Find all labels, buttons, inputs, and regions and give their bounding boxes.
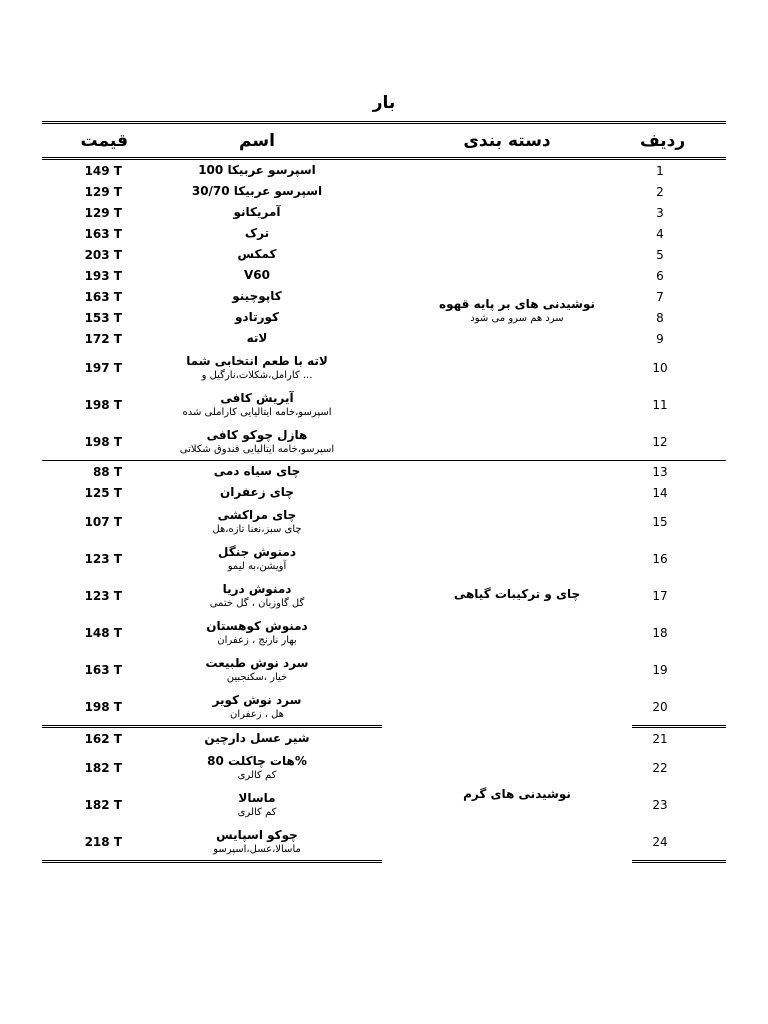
- table-row: [42, 461, 726, 483]
- item-name: دمنوش دریا: [222, 581, 292, 596]
- item-name: دمنوش کوهستان: [206, 618, 308, 633]
- item-name: آمریکانو: [233, 205, 281, 219]
- item-price: 148 T: [84, 625, 122, 640]
- table-row: [42, 159, 726, 182]
- page-title: بار: [372, 93, 396, 113]
- item-number: 9: [656, 331, 664, 346]
- item-number: 8: [656, 310, 664, 325]
- item-name: اسپرسو عربیکا 30/70: [191, 184, 323, 198]
- item-name-cell: [132, 202, 382, 223]
- category-name: نوشیدنی های گرم: [463, 787, 571, 801]
- item-name-cell: [132, 286, 382, 307]
- item-price: 123 T: [84, 551, 122, 566]
- item-name-cell: [132, 386, 382, 423]
- item-name-cell: [132, 159, 382, 182]
- table-row: [42, 727, 726, 750]
- item-number: 3: [656, 205, 664, 220]
- item-name: لاته: [246, 331, 268, 345]
- item-name: لاته با طعم انتخابی شما: [186, 353, 328, 368]
- item-name-cell: [132, 503, 382, 540]
- item-price: 182 T: [84, 760, 122, 775]
- item-name-cell: [132, 423, 382, 461]
- item-price: 193 T: [84, 268, 122, 283]
- item-price: 218 T: [42, 823, 132, 862]
- item-number: 14: [652, 485, 668, 500]
- item-name: چوکو اسپایس: [216, 827, 298, 842]
- item-name-cell: [132, 265, 382, 286]
- item-name: چای سیاه دمی: [213, 464, 301, 478]
- item-name: هات چاکلت 80%: [207, 753, 307, 768]
- item-number: 13: [632, 461, 726, 483]
- item-description: اسپرسو،خامه ایتالیایی کاراملی شده: [182, 406, 332, 418]
- header-category: دسته بندی: [382, 123, 632, 159]
- item-name-cell: [132, 181, 382, 202]
- item-name-cell: [132, 823, 382, 862]
- item-number: 7: [656, 289, 664, 304]
- item-number: 10: [652, 360, 668, 375]
- item-price: 149 T: [84, 163, 122, 178]
- item-name-cell: [132, 223, 382, 244]
- item-description: ماسالا،عسل،اسپرسو: [213, 843, 301, 855]
- item-description: اسپرسو،خامه ایتالیایی فندوق شکلاتی: [179, 443, 335, 455]
- item-price: 107 T: [84, 514, 122, 529]
- item-price: 125 T: [84, 485, 122, 500]
- item-description: کم کالری: [237, 806, 277, 818]
- category-note: سرد هم سرو می شود: [470, 312, 564, 324]
- item-description: هل ، زعفران: [230, 708, 284, 720]
- header-name: اسم: [132, 123, 382, 159]
- item-description: کارامل،شکلات،نارگیل و ...: [201, 369, 313, 381]
- item-name-cell: [132, 749, 382, 786]
- item-price: 129 T: [84, 184, 122, 199]
- item-name-cell: [132, 786, 382, 823]
- item-name-cell: [132, 244, 382, 265]
- item-name: کمکس: [237, 247, 277, 261]
- item-name: کورتادو: [234, 310, 280, 324]
- item-price: 163 T: [84, 226, 122, 241]
- item-price: 198 T: [84, 397, 122, 412]
- item-description: خیار ،سکنجبین: [226, 671, 288, 683]
- item-price: 198 T: [42, 688, 132, 727]
- item-name: اسپرسو عربیکا 100: [198, 163, 316, 177]
- item-price: 172 T: [84, 331, 122, 346]
- item-price: 162 T: [84, 731, 122, 746]
- item-name-cell: [132, 577, 382, 614]
- item-price: 88 T: [42, 461, 132, 483]
- item-name-cell: [132, 651, 382, 688]
- item-name: هازل چوکو کافی: [206, 427, 308, 442]
- item-price: 153 T: [84, 310, 122, 325]
- item-price: 203 T: [84, 247, 122, 262]
- item-number: 2: [656, 184, 664, 199]
- category-cell-hot-drinks: [382, 727, 632, 862]
- item-price: 198 T: [42, 423, 132, 461]
- item-number: 21: [652, 731, 668, 746]
- header-row: ردیف: [632, 123, 726, 159]
- item-name-cell: [132, 461, 382, 483]
- item-name: شیر عسل دارچین: [204, 731, 310, 745]
- item-name: ترک: [244, 226, 270, 240]
- item-name-cell: [132, 614, 382, 651]
- item-price: 129 T: [84, 205, 122, 220]
- item-number: 16: [652, 551, 668, 566]
- header-price: قیمت: [42, 123, 132, 159]
- item-name-cell: [132, 688, 382, 727]
- item-name-cell: [132, 307, 382, 328]
- item-number: 5: [656, 247, 664, 262]
- item-description: بهار نارنج ، زعفران: [217, 634, 297, 646]
- item-name: کاپوچینو: [232, 289, 282, 303]
- item-price: 163 T: [84, 289, 122, 304]
- menu-table: [42, 121, 726, 863]
- item-number: 23: [652, 797, 668, 812]
- item-number: 12: [632, 423, 726, 461]
- item-description: کم کالری: [237, 769, 277, 781]
- item-number: 6: [656, 268, 664, 283]
- item-name-cell: [132, 328, 382, 349]
- item-number: 24: [632, 823, 726, 862]
- item-description: آویشن،به لیمو: [227, 560, 287, 572]
- item-number: 19: [652, 662, 668, 677]
- category-name: نوشیدنی های بر پایه قهوه: [439, 296, 595, 311]
- item-price: 123 T: [84, 588, 122, 603]
- item-number: 17: [652, 588, 668, 603]
- item-price: 182 T: [84, 797, 122, 812]
- table-header-row: [42, 123, 726, 159]
- item-description: چای سبز،نعنا تازه،هل: [212, 523, 302, 535]
- item-number: 11: [652, 397, 668, 412]
- category-name: چای و ترکیبات گیاهی: [453, 586, 581, 601]
- item-price: 163 T: [84, 662, 122, 677]
- item-number: 20: [632, 688, 726, 727]
- item-price: 197 T: [84, 360, 122, 375]
- category-cell-tea: [382, 461, 632, 727]
- item-number: 22: [652, 760, 668, 775]
- item-name: دمنوش جنگل: [218, 544, 296, 559]
- item-name: چای زعفران: [220, 485, 294, 499]
- item-number: 4: [656, 226, 664, 241]
- item-name: سرد نوش طبیعت: [205, 655, 309, 670]
- category-cell-coffee: [382, 159, 632, 461]
- item-name: ماسالا: [238, 790, 276, 805]
- item-description: گل گاوزبان ، گل ختمی: [209, 597, 305, 609]
- item-name-cell: [132, 727, 382, 750]
- item-name: V60: [244, 268, 270, 282]
- item-name-cell: [132, 540, 382, 577]
- item-number: 15: [652, 514, 668, 529]
- item-number: 18: [652, 625, 668, 640]
- item-name: سرد نوش کویر: [212, 692, 302, 707]
- item-number: 1: [656, 163, 664, 178]
- item-name: چای مراکشی: [217, 507, 297, 522]
- item-name-cell: [132, 349, 382, 386]
- item-name-cell: [132, 482, 382, 503]
- item-name: آیریش کافی: [220, 390, 294, 405]
